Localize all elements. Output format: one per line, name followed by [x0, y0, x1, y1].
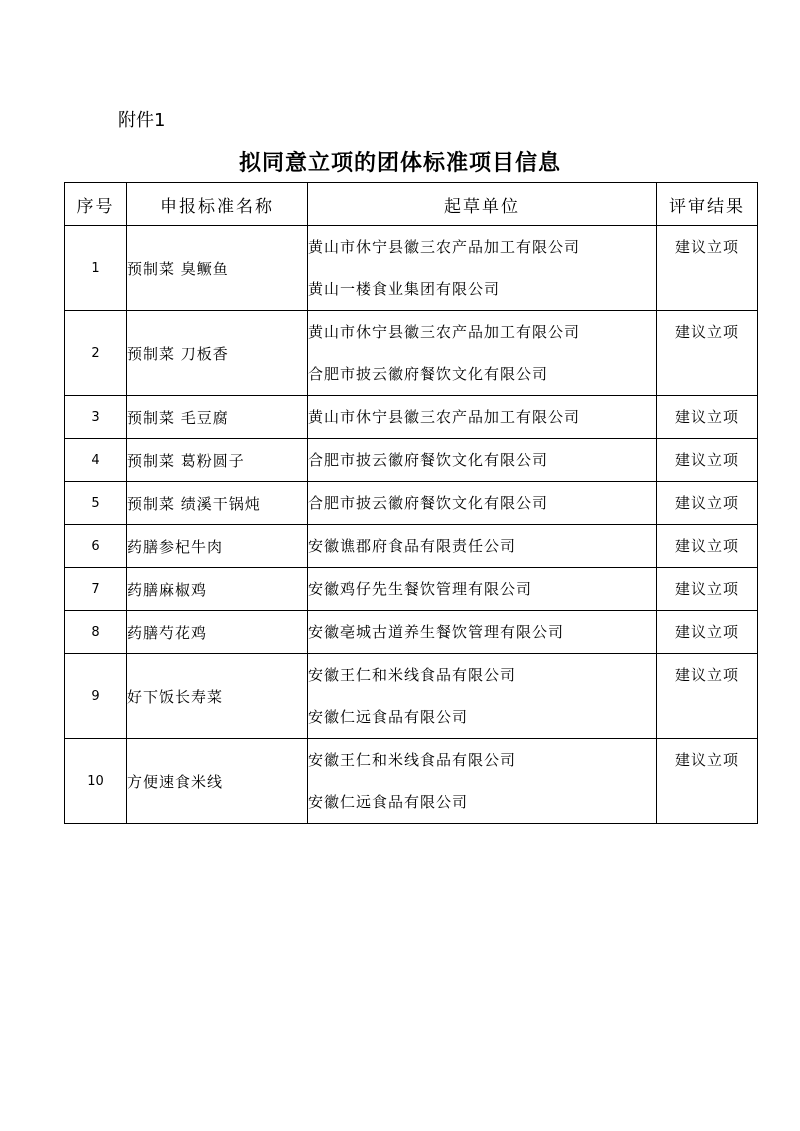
drafter-cell	[308, 311, 657, 396]
review-result: 建议立项	[657, 525, 758, 568]
drafter-unit: 安徽亳城古道养生餐饮管理有限公司	[308, 623, 565, 641]
table-row	[65, 311, 758, 396]
row-no: 2	[65, 311, 127, 396]
drafter-unit: 安徽王仁和米线食品有限公司	[308, 666, 517, 684]
drafter-cell	[308, 568, 657, 611]
standard-name: 预制菜 臭鳜鱼	[127, 226, 308, 311]
table-header	[65, 183, 758, 226]
table-row	[65, 654, 758, 739]
review-result: 建议立项	[657, 739, 758, 824]
drafter-cell	[308, 654, 657, 739]
drafter-unit: 合肥市披云徽府餐饮文化有限公司	[308, 494, 549, 512]
row-no: 4	[65, 439, 127, 482]
document-title: 拟同意立项的团体标准项目信息	[238, 151, 561, 176]
standards-table	[64, 182, 758, 824]
review-result: 建议立项	[657, 226, 758, 311]
standard-name: 预制菜 毛豆腐	[127, 396, 308, 439]
drafter-unit: 合肥市披云徽府餐饮文化有限公司	[308, 451, 549, 469]
attachment-label: 附件1	[118, 110, 166, 131]
table-row	[65, 396, 758, 439]
review-result: 建议立项	[657, 611, 758, 654]
row-no: 7	[65, 568, 127, 611]
header-row	[65, 183, 758, 226]
table-row	[65, 482, 758, 525]
drafter-unit: 安徽谯郡府食品有限责任公司	[308, 537, 517, 555]
header-name: 申报标准名称	[127, 183, 308, 226]
drafter-unit: 安徽仁远食品有限公司	[308, 793, 469, 811]
standard-name: 预制菜 绩溪干锅炖	[127, 482, 308, 525]
drafter-cell	[308, 396, 657, 439]
row-no: 9	[65, 654, 127, 739]
drafter-unit: 黄山市休宁县徽三农产品加工有限公司	[308, 408, 581, 426]
table-row	[65, 739, 758, 824]
review-result: 建议立项	[657, 482, 758, 525]
table-row	[65, 525, 758, 568]
row-no: 3	[65, 396, 127, 439]
standard-name: 方便速食米线	[127, 739, 308, 824]
standard-name: 好下饭长寿菜	[127, 654, 308, 739]
row-no: 1	[65, 226, 127, 311]
table-row	[65, 611, 758, 654]
review-result: 建议立项	[657, 396, 758, 439]
row-no: 8	[65, 611, 127, 654]
header-drafter: 起草单位	[308, 183, 657, 226]
drafter-unit: 黄山市休宁县徽三农产品加工有限公司	[308, 238, 581, 256]
table-row	[65, 439, 758, 482]
standard-name: 预制菜 葛粉圆子	[127, 439, 308, 482]
review-result: 建议立项	[657, 311, 758, 396]
review-result: 建议立项	[657, 439, 758, 482]
drafter-cell	[308, 525, 657, 568]
header-result: 评审结果	[657, 183, 758, 226]
row-no: 10	[65, 739, 127, 824]
table-body	[65, 226, 758, 824]
drafter-unit: 黄山一楼食业集团有限公司	[308, 280, 501, 298]
review-result: 建议立项	[657, 568, 758, 611]
standard-name: 药膳参杞牛肉	[127, 525, 308, 568]
standard-name: 药膳麻椒鸡	[127, 568, 308, 611]
table-row	[65, 226, 758, 311]
review-result: 建议立项	[657, 654, 758, 739]
row-no: 5	[65, 482, 127, 525]
table-row	[65, 568, 758, 611]
drafter-unit: 黄山市休宁县徽三农产品加工有限公司	[308, 323, 581, 341]
drafter-cell	[308, 482, 657, 525]
drafter-unit: 合肥市披云徽府餐饮文化有限公司	[308, 365, 549, 383]
drafter-unit: 安徽仁远食品有限公司	[308, 708, 469, 726]
drafter-cell	[308, 611, 657, 654]
drafter-cell	[308, 226, 657, 311]
standard-name: 药膳芍花鸡	[127, 611, 308, 654]
drafter-unit: 安徽王仁和米线食品有限公司	[308, 751, 517, 769]
row-no: 6	[65, 525, 127, 568]
header-no: 序号	[65, 183, 127, 226]
drafter-unit: 安徽鸡仔先生餐饮管理有限公司	[308, 580, 533, 598]
drafter-cell	[308, 739, 657, 824]
drafter-cell	[308, 439, 657, 482]
standard-name: 预制菜 刀板香	[127, 311, 308, 396]
